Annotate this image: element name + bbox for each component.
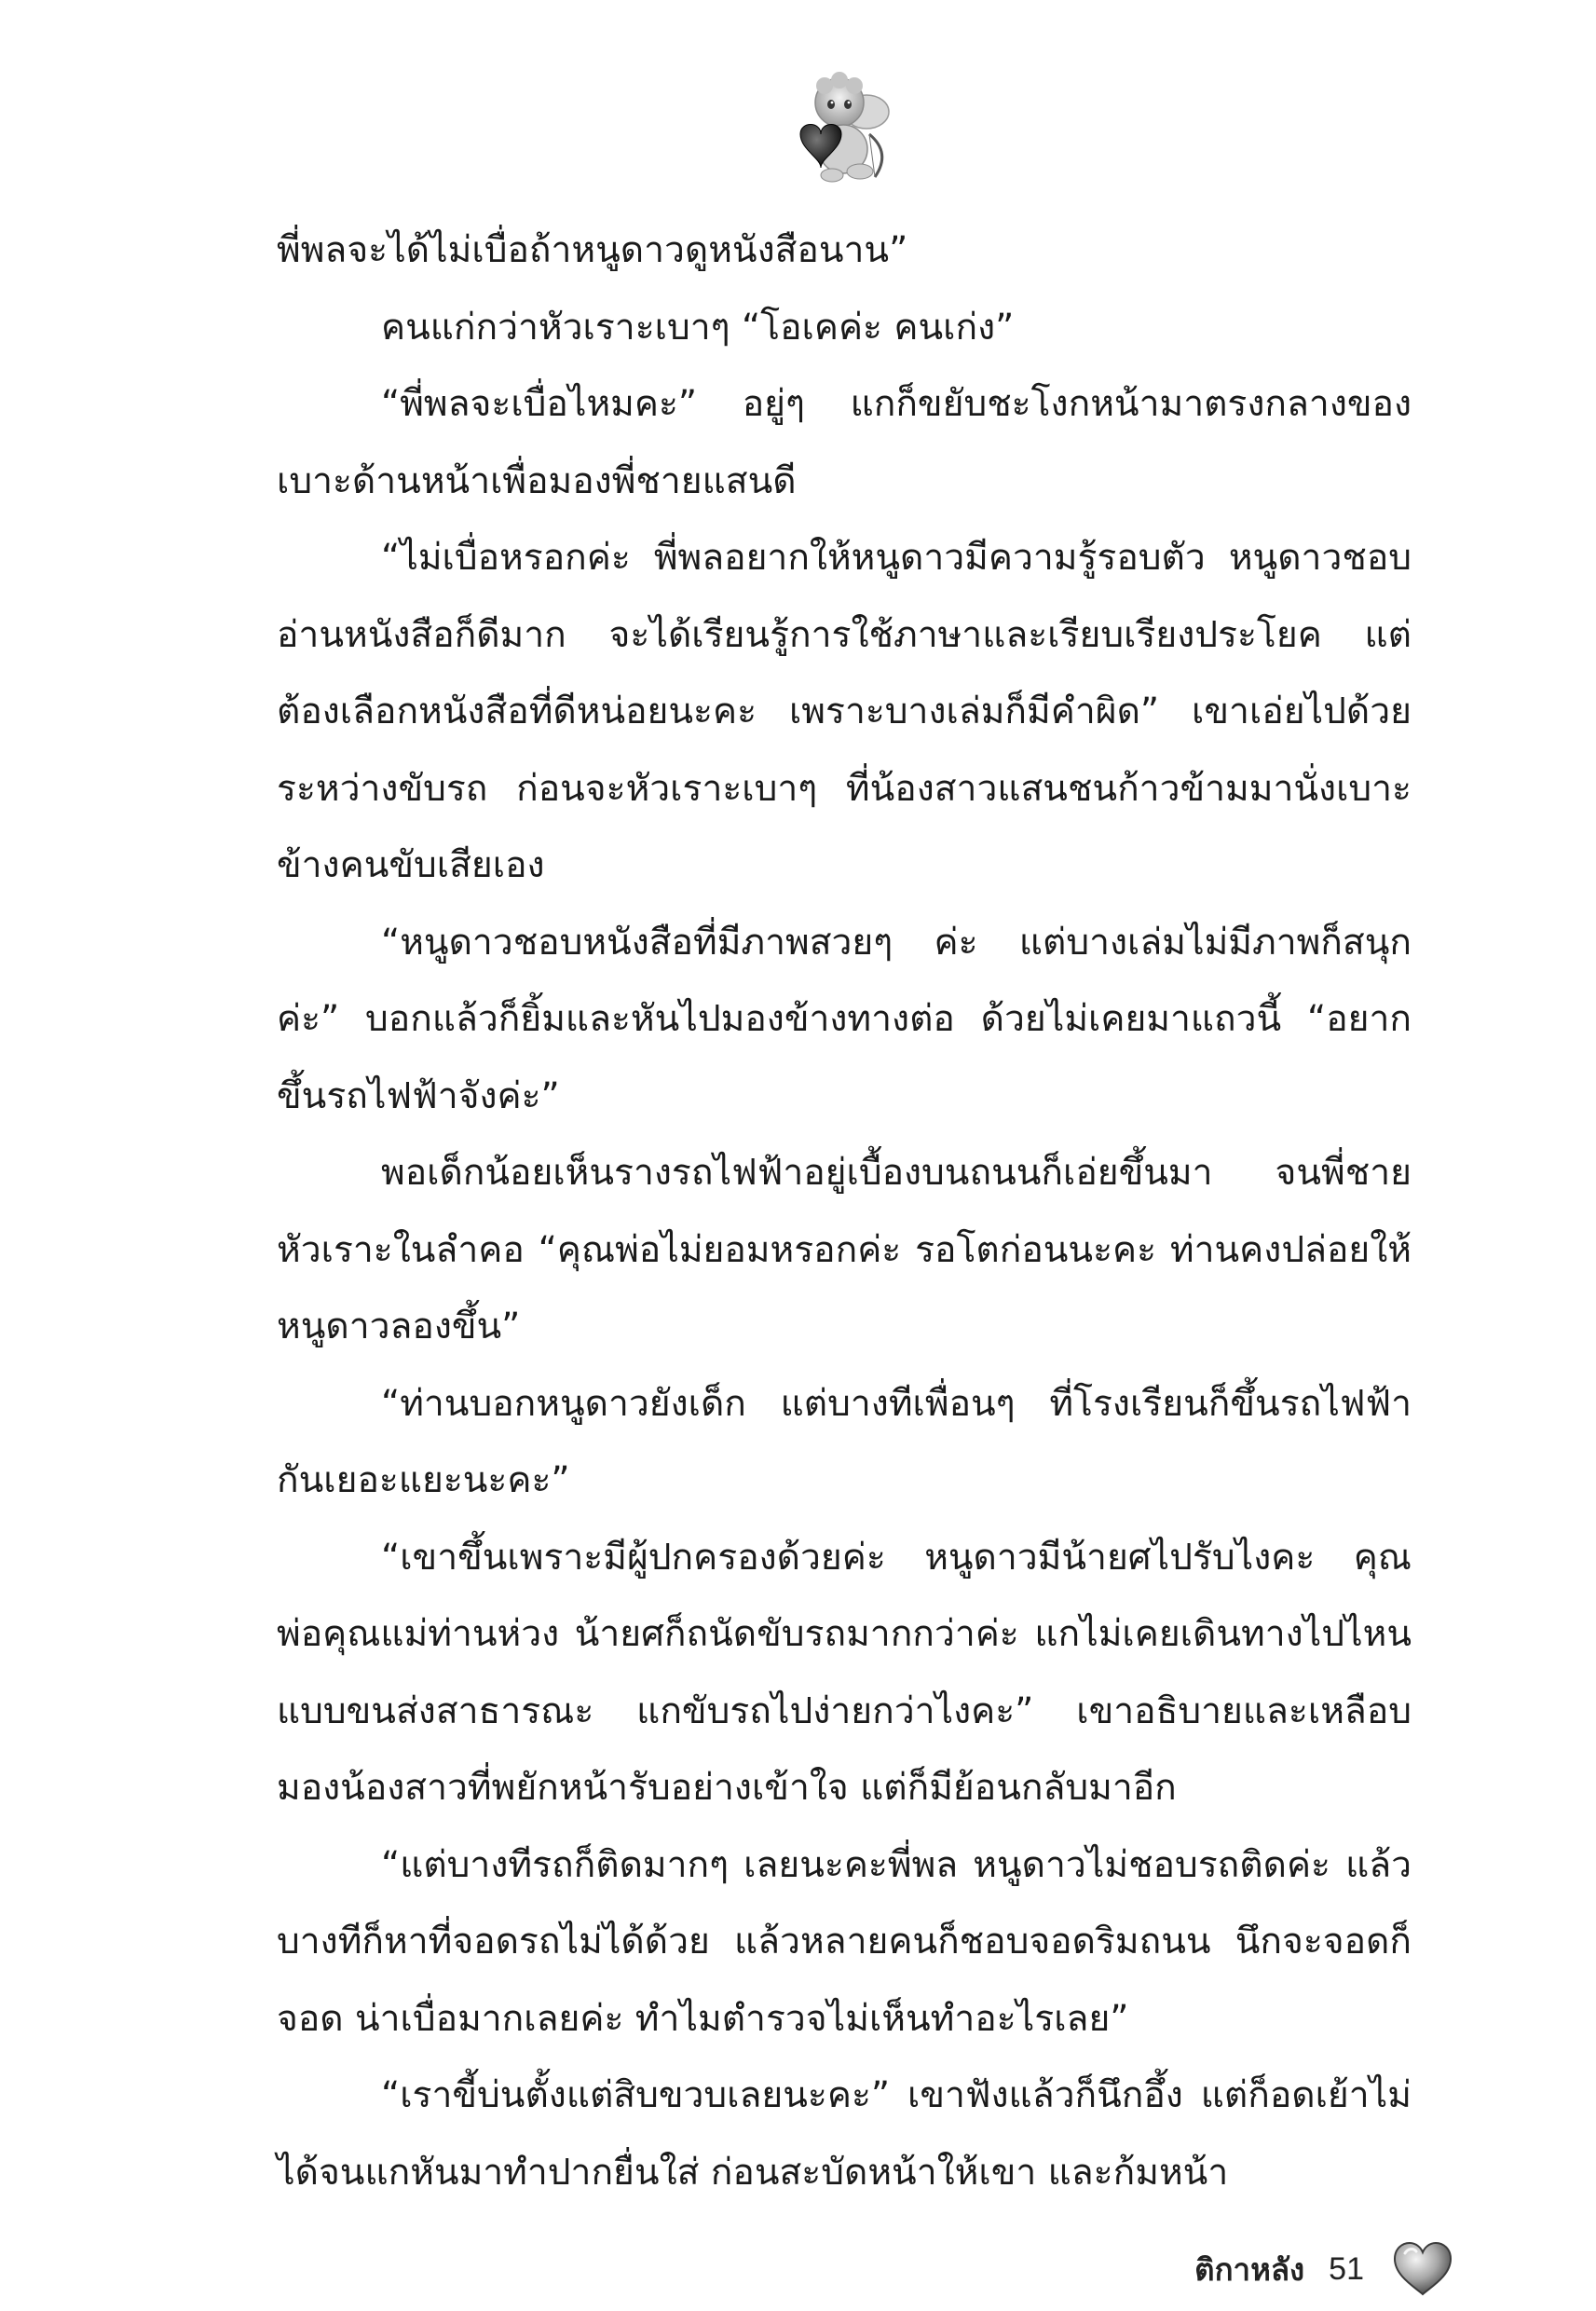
paragraph: “ท่านบอกหนูดาวยังเด็ก แต่บางทีเพื่อนๆ ที่โรงเรียนก็ขึ้นรถไฟฟ้ากันเยอะแยะนะคะ” [277, 1382, 1412, 1501]
paragraph: “พี่พลจะเบื่อไหมคะ” อยู่ๆ แกก็ขยับชะโงกหน้ามาตรงกลางของเบาะด้านหน้าเพื่อมองพี่ชายแสนดี [277, 383, 1412, 502]
book-title: ติกาหลัง [1194, 2250, 1305, 2288]
paragraph: “แต่บางทีรถก็ติดมากๆ เลยนะคะพี่พล หนูดาวไม่ชอบรถติดค่ะ แล้วบางทีก็หาที่จอดรถไม่ได้ด้วย แล้วหลายคนก็ชอบจอดริมถนน นึกจะจอดก็จอด น่าเบื่อมากเลยค่ะ ทำไมตำรวจไม่เห็นทำอะไรเลย” [277, 1843, 1412, 2040]
paragraph: “เราขี้บ่นตั้งแต่สิบขวบเลยนะคะ” เขาฟังแล้วก็นึกอึ้ง แต่ก็อดเย้าไม่ได้จนแกหันมาทำปากยื่นใส่ ก่อนสะบัดหน้าให้เขา และก้มหน้า [277, 2074, 1412, 2194]
cupid-with-heart-icon [778, 67, 899, 188]
body-text [277, 212, 1412, 2211]
paragraph: “ไม่เบื่อหรอกค่ะ พี่พลอยากให้หนูดาวมีความรู้รอบตัว หนูดาวชอบอ่านหนังสือก็ดีมาก จะได้เรียนรู้การใช้ภาษาและเรียบเรียงประโยค แต่ต้องเลือกหนังสือที่ดีหน่อยนะคะ เพราะบางเล่มก็มีคำผิด” เขาเอ่ยไปด้วยระหว่างขับรถ ก่อนจะหัวเราะเบาๆ ที่น้องสาวแสนชนก้าวข้ามมานั่งเบาะข้างคนขับเสียเอง [277, 537, 1412, 886]
paragraph: พอเด็กน้อยเห็นรางรถไฟฟ้าอยู่เบื้องบนถนนก็เอ่ยขึ้นมา จนพี่ชายหัวเราะในลำคอ “คุณพ่อไม่ยอมหรอกค่ะ รอโตก่อนนะคะ ท่านคงปล่อยให้หนูดาวลองขึ้น” [277, 1152, 1412, 1347]
paragraph: พี่พลจะได้ไม่เบื่อถ้าหนูดาวดูหนังสือนาน” [277, 229, 908, 271]
heart-icon [1392, 2240, 1453, 2298]
page-number: 51 [1329, 2250, 1364, 2287]
paragraph: “เขาขึ้นเพราะมีผู้ปกครองด้วยค่ะ หนูดาวมีน้ายศไปรับไงคะ คุณพ่อคุณแม่ท่านห่วง น้ายศก็ถนัดขับรถมากกว่าค่ะ แกไม่เคยเดินทางไปไหนแบบขนส่งสาธารณะ แกขับรถไปง่ายกว่าไงคะ” เขาอธิบายและเหลือบมองน้องสาวที่พยักหน้ารับอย่างเข้าใจ แต่ก็มีย้อนกลับมาอีก [277, 1536, 1412, 1809]
paragraph: คนแก่กว่าหัวเราะเบาๆ “โอเคค่ะ คนเก่ง” [381, 306, 1015, 349]
paragraph: “หนูดาวชอบหนังสือที่มีภาพสวยๆ ค่ะ แต่บางเล่มไม่มีภาพก็สนุกค่ะ” บอกแล้วก็ยิ้มและหันไปมองข้างทางต่อ ด้วยไม่เคยมาแถวนี้ “อยากขึ้นรถไฟฟ้าจังค่ะ” [277, 921, 1412, 1117]
page-footer [1099, 2236, 1453, 2302]
